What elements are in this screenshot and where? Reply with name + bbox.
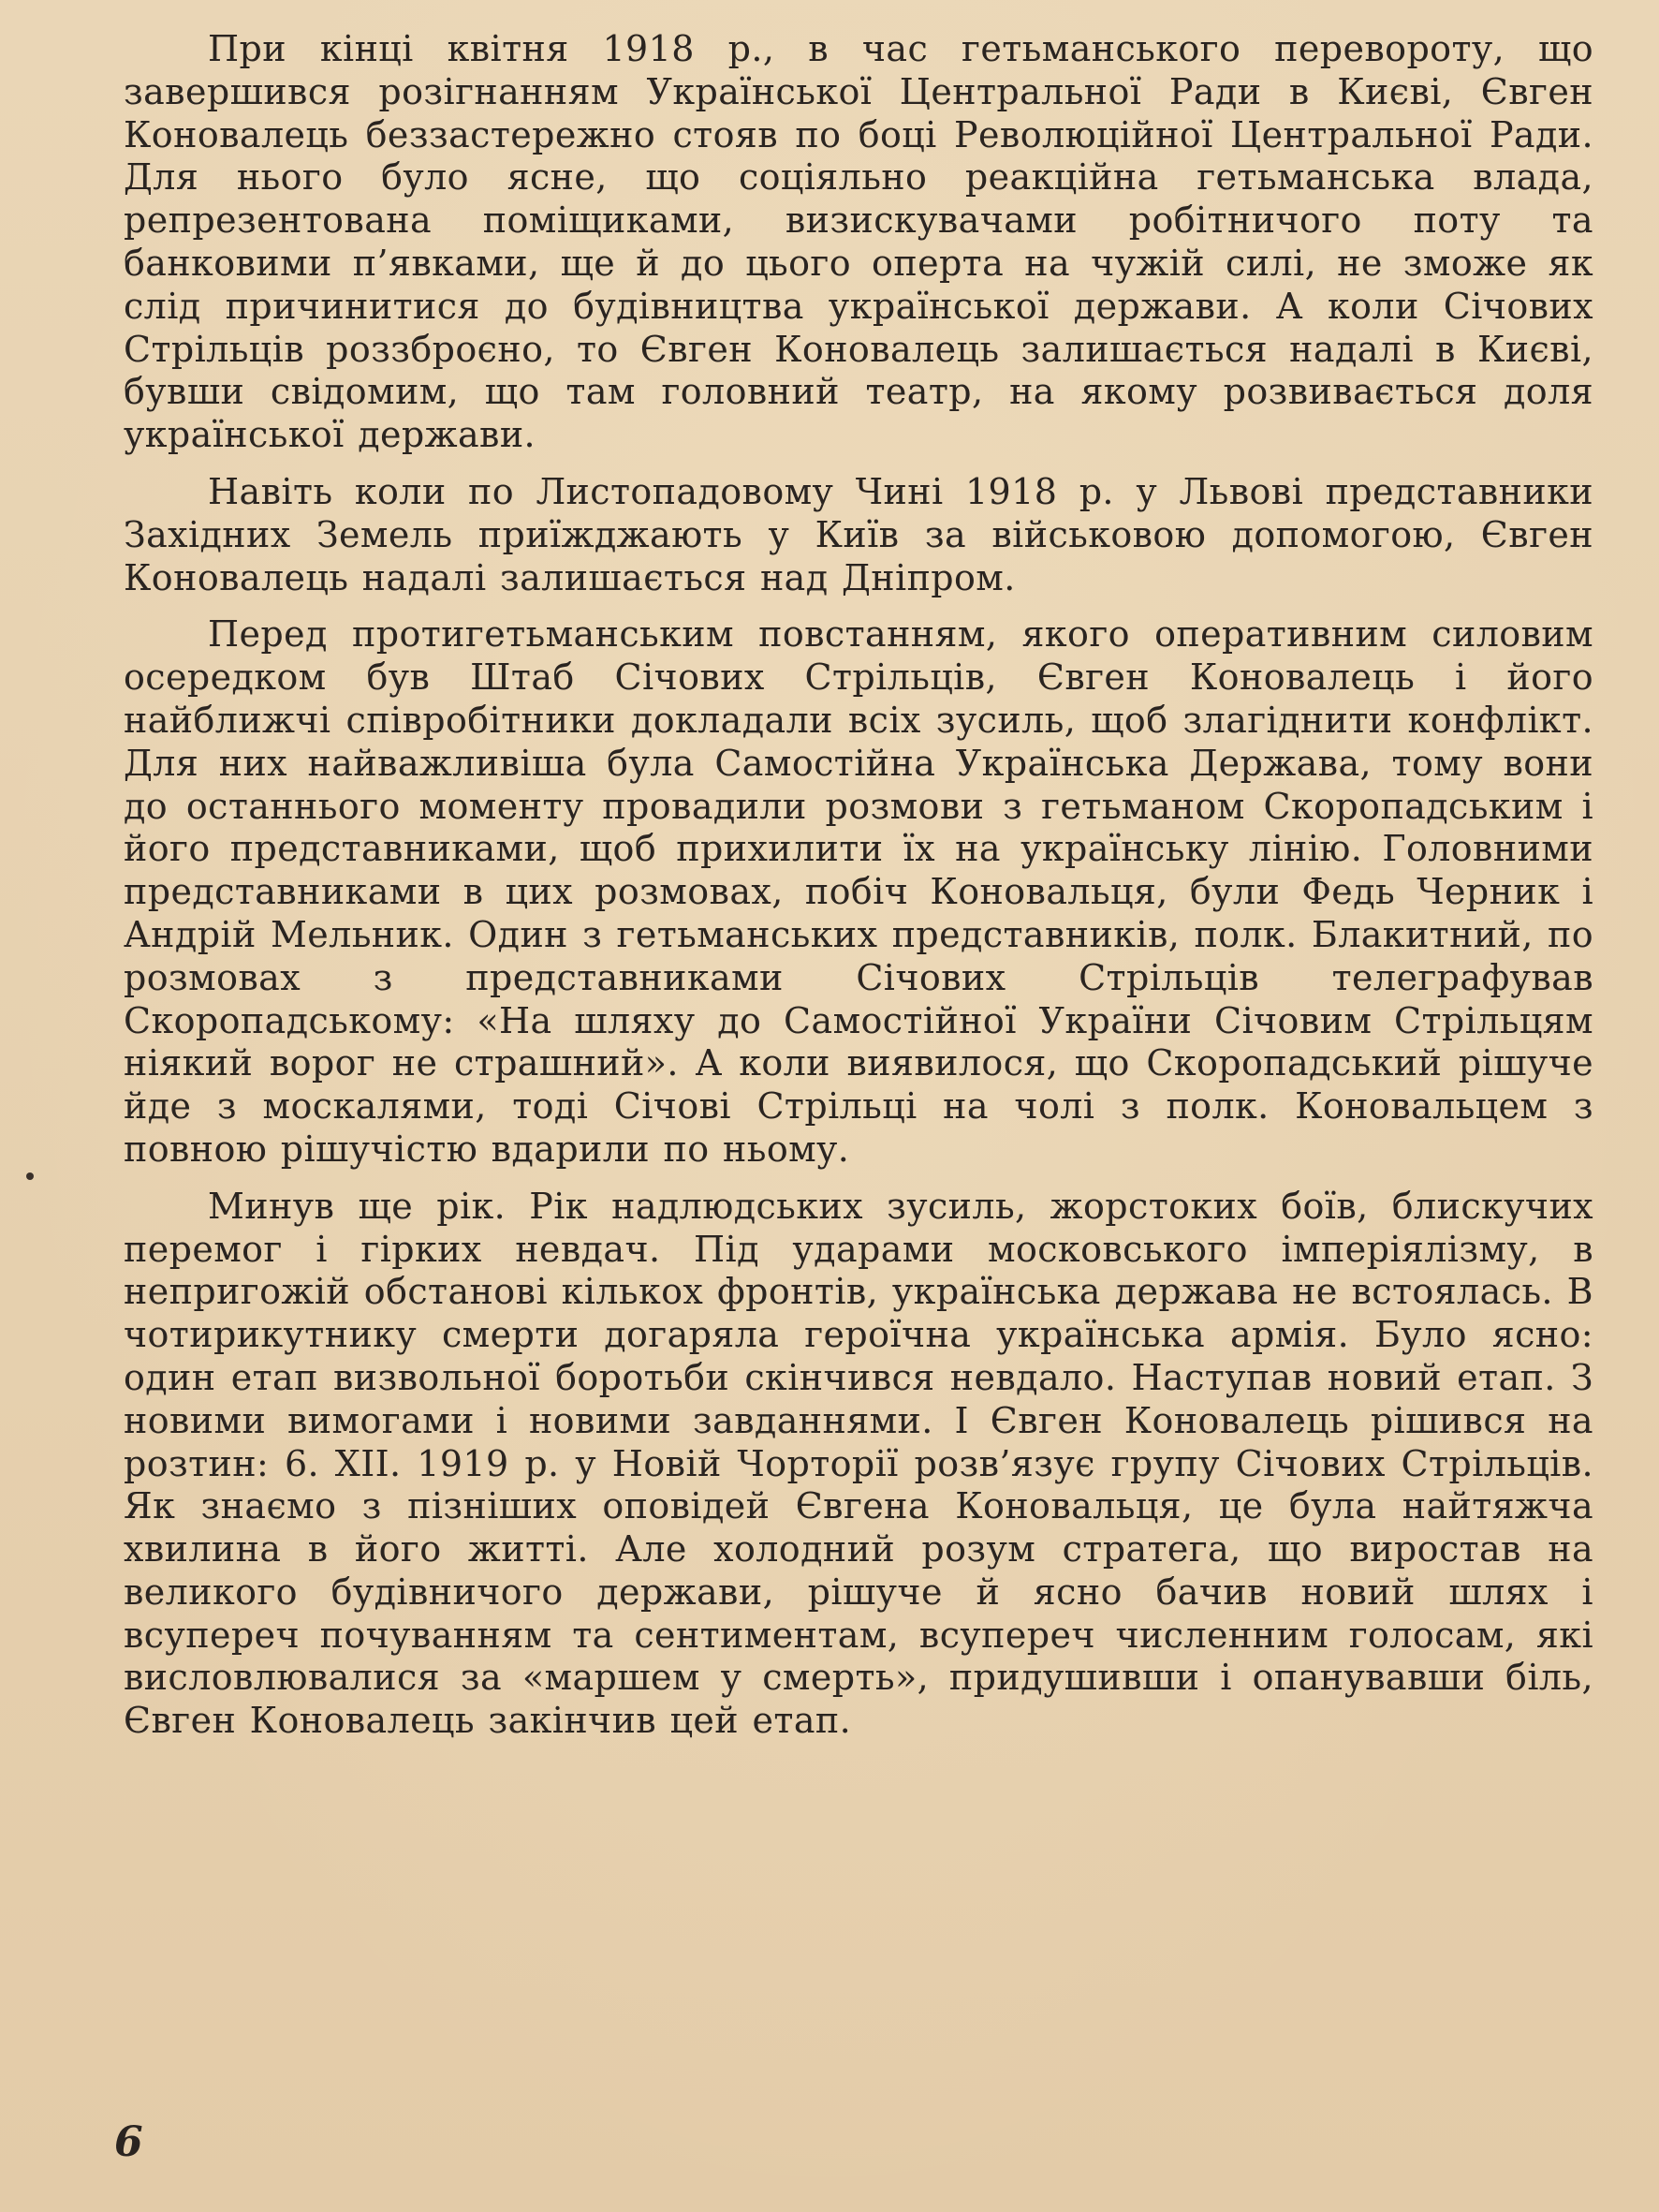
page-body-text: [124, 28, 1593, 1743]
ink-speck: [26, 1172, 34, 1180]
paragraph-2: Навіть коли по Листопадовому Чині 1918 р. у Львові представники Західних Земель приїжджають у Київ за військовою допомогою, Євген Коновалець надалі залишається над Дніпром.: [124, 470, 1593, 598]
paragraph-1: При кінці квітня 1918 р., в час гетьманського перевороту, що завершився розігнанням Української Центральної Ради в Києві, Євген Коновалець беззастережно стояв по боці Революційної Центральної Ради. Для нього було ясне, що соціяльно реакційна гетьманська влада, репрезентована поміщиками, визискувачами робітничого поту та банковими п’явками, ще й до цього оперта на чужій силі, не зможе як слід причинитися до будівництва української держави. А коли Січових Стрільців роззброєно, то Євген Коновалець залишається надалі в Києві, бувши свідомим, що там головний театр, на якому розвивається доля української держави.: [124, 28, 1593, 456]
paragraph-4: Минув ще рік. Рік надлюдських зусиль, жорстоких боїв, блискучих перемог і гірких невдач. Під ударами московського імперіялізму, в непригожій обстанові кількох фронтів, українська держава не встоялась. В чотирикутнику смерти догаряла героїчна українська армія. Було ясно: один етап визвольної боротьби скінчився невдало. Наступав новий етап. З новими вимогами і новими завданнями. І Євген Коновалець рішився на розтин: 6. XII. 1919 р. у Новій Чорторії розв’язує групу Січових Стрільців. Як знаємо з пізніших оповідей Євгена Коновальця, це була найтяжча хвилина в його житті. Але холодний розум стратега, що виростав на великого будівничого держави, рішуче й ясно бачив новий шлях і всупереч почуванням та сентиментам, всупереч численним голосам, які висловлювалися за «маршем у смерть», придушивши і опанувавши біль, Євген Коновалець закінчив цей етап.: [124, 1185, 1593, 1742]
page-number: 6: [114, 2118, 143, 2166]
paragraph-3: Перед протигетьманським повстанням, якого оперативним силовим осередком був Штаб Січових Стрільців, Євген Коновалець і його найближчі співробітники докладали всіх зусиль, щоб злагіднити конфлікт. Для них найважливіша була Самостійна Українська Держава, тому вони до останнього моменту провадили розмови з гетьманом Скоропадським і його представниками, щоб прихилити їх на українську лінію. Головними представниками в цих розмовах, побіч Коновальця, були Федь Черник і Андрій Мельник. Один з гетьманських представників, полк. Блакитний, по розмовах з представниками Січових Стрільців телеграфував Скоропадському: «На шляху до Самостійної України Січовим Стрільцям ніякий ворог не страшний». А коли виявилося, що Скоропадський рішуче йде з москалями, тоді Січові Стрільці на чолі з полк. Коновальцем з повною рішучістю вдарили по ньому.: [124, 613, 1593, 1170]
